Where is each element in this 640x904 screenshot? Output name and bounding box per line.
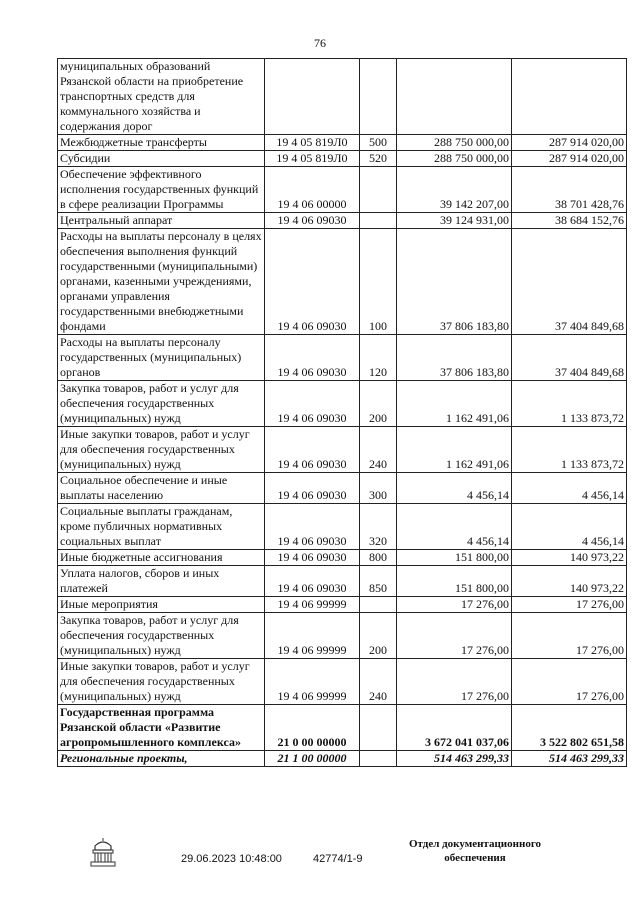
row-expense-type: 120 [360, 335, 397, 381]
row-expense-type [360, 213, 397, 229]
row-code: 19 4 05 819Л0 [265, 135, 360, 151]
row-plan-amount: 151 800,00 [397, 550, 512, 566]
row-plan-amount: 151 800,00 [397, 566, 512, 597]
row-expense-type: 240 [360, 427, 397, 473]
table-row [58, 151, 627, 167]
row-name: Иные мероприятия [58, 597, 265, 613]
row-fact-amount [512, 59, 627, 135]
row-expense-type: 240 [360, 659, 397, 705]
row-code: 19 4 06 99999 [265, 613, 360, 659]
row-expense-type: 300 [360, 473, 397, 504]
table-row [58, 167, 627, 213]
row-code: 19 4 05 819Л0 [265, 151, 360, 167]
row-name: Социальные выплаты гражданам, кроме публичных нормативных социальных выплат [58, 504, 265, 550]
row-fact-amount: 4 456,14 [512, 504, 627, 550]
row-fact-amount: 1 133 873,72 [512, 381, 627, 427]
row-expense-type: 850 [360, 566, 397, 597]
table-row [58, 613, 627, 659]
row-code: 19 4 06 09030 [265, 473, 360, 504]
row-expense-type [360, 167, 397, 213]
row-plan-amount: 288 750 000,00 [397, 135, 512, 151]
row-plan-amount: 37 806 183,80 [397, 335, 512, 381]
row-fact-amount: 37 404 849,68 [512, 229, 627, 335]
row-code: 21 1 00 00000 [265, 751, 360, 767]
row-fact-amount: 17 276,00 [512, 597, 627, 613]
row-expense-type: 520 [360, 151, 397, 167]
row-plan-amount: 39 142 207,00 [397, 167, 512, 213]
row-plan-amount: 288 750 000,00 [397, 151, 512, 167]
row-name: Социальное обеспечение и иные выплаты населению [58, 473, 265, 504]
row-name: Межбюджетные трансферты [58, 135, 265, 151]
table-row [58, 473, 627, 504]
table-row [58, 504, 627, 550]
row-code: 19 4 06 00000 [265, 167, 360, 213]
row-plan-amount: 17 276,00 [397, 659, 512, 705]
row-plan-amount: 17 276,00 [397, 613, 512, 659]
row-code: 19 4 06 09030 [265, 213, 360, 229]
table-row [58, 427, 627, 473]
row-plan-amount: 37 806 183,80 [397, 229, 512, 335]
row-fact-amount: 1 133 873,72 [512, 427, 627, 473]
row-code: 19 4 06 09030 [265, 229, 360, 335]
table-row [58, 229, 627, 335]
footer-department [400, 837, 550, 865]
budget-table [57, 58, 627, 767]
row-code: 19 4 06 09030 [265, 504, 360, 550]
page-number: 76 [314, 36, 326, 50]
row-expense-type: 320 [360, 504, 397, 550]
row-name: Центральный аппарат [58, 213, 265, 229]
row-fact-amount: 17 276,00 [512, 659, 627, 705]
row-name: Иные закупки товаров, работ и услуг для обеспечения государственных (муниципальных) нужд [58, 659, 265, 705]
row-name: Расходы на выплаты персоналу в целях обеспечения выполнения функций государственными (муниципальными) органами, казенными учреждениями, органами управления государственными внебюджетными фондами [58, 229, 265, 335]
row-expense-type: 500 [360, 135, 397, 151]
row-fact-amount: 140 973,22 [512, 566, 627, 597]
row-name: Расходы на выплаты персоналу государственных (муниципальных) органов [58, 335, 265, 381]
row-name: Региональные проекты, [58, 751, 265, 767]
footer-department-line2: обеспечения [444, 852, 506, 864]
row-name: Иные закупки товаров, работ и услуг для обеспечения государственных (муниципальных) нужд [58, 427, 265, 473]
row-name: муниципальных образований Рязанской области на приобретение транспортных средств для коммунального хозяйства и содержания дорог [58, 59, 265, 135]
table-row [58, 705, 627, 751]
row-code: 19 4 06 09030 [265, 335, 360, 381]
row-name: Закупка товаров, работ и услуг для обеспечения государственных (муниципальных) нужд [58, 381, 265, 427]
table-row [58, 213, 627, 229]
row-name: Субсидии [58, 151, 265, 167]
footer-doc-number: 42774/1-9 [313, 853, 363, 865]
row-code: 19 4 06 09030 [265, 566, 360, 597]
row-expense-type: 200 [360, 613, 397, 659]
row-fact-amount: 140 973,22 [512, 550, 627, 566]
row-plan-amount: 39 124 931,00 [397, 213, 512, 229]
table-row [58, 751, 627, 767]
footer-datetime: 29.06.2023 10:48:00 [181, 853, 282, 865]
row-expense-type [360, 597, 397, 613]
table-row [58, 335, 627, 381]
table-row [58, 381, 627, 427]
row-code: 19 4 06 09030 [265, 427, 360, 473]
row-fact-amount: 38 701 428,76 [512, 167, 627, 213]
row-expense-type: 100 [360, 229, 397, 335]
row-plan-amount: 1 162 491,06 [397, 381, 512, 427]
row-plan-amount: 4 456,14 [397, 473, 512, 504]
row-fact-amount: 3 522 802 651,58 [512, 705, 627, 751]
row-fact-amount: 37 404 849,68 [512, 335, 627, 381]
row-plan-amount: 17 276,00 [397, 597, 512, 613]
row-fact-amount: 514 463 299,33 [512, 751, 627, 767]
row-expense-type [360, 705, 397, 751]
row-fact-amount: 17 276,00 [512, 613, 627, 659]
row-expense-type: 200 [360, 381, 397, 427]
row-expense-type [360, 751, 397, 767]
row-plan-amount: 514 463 299,33 [397, 751, 512, 767]
row-plan-amount [397, 59, 512, 135]
table-row [58, 566, 627, 597]
row-code [265, 59, 360, 135]
row-name: Иные бюджетные ассигнования [58, 550, 265, 566]
footer-department-line1: Отдел документационного [408, 838, 542, 850]
table-row [58, 550, 627, 566]
row-fact-amount: 4 456,14 [512, 473, 627, 504]
row-fact-amount: 38 684 152,76 [512, 213, 627, 229]
row-expense-type: 800 [360, 550, 397, 566]
row-fact-amount: 287 914 020,00 [512, 135, 627, 151]
row-code: 21 0 00 00000 [265, 705, 360, 751]
table-row [58, 659, 627, 705]
row-expense-type [360, 59, 397, 135]
row-plan-amount: 4 456,14 [397, 504, 512, 550]
table-row [58, 59, 627, 135]
row-plan-amount: 1 162 491,06 [397, 427, 512, 473]
row-fact-amount: 287 914 020,00 [512, 151, 627, 167]
row-code: 19 4 06 09030 [265, 381, 360, 427]
row-code: 19 4 06 99999 [265, 659, 360, 705]
row-name: Государственная программа Рязанской области «Развитие агропромышленного комплекса» [58, 705, 265, 751]
table-row [58, 597, 627, 613]
table-row [58, 135, 627, 151]
coat-of-arms-icon [86, 836, 120, 870]
row-code: 19 4 06 09030 [265, 550, 360, 566]
row-plan-amount: 3 672 041 037,06 [397, 705, 512, 751]
row-code: 19 4 06 99999 [265, 597, 360, 613]
row-name: Обеспечение эффективного исполнения государственных функций в сфере реализации Программы [58, 167, 265, 213]
row-name: Закупка товаров, работ и услуг для обеспечения государственных (муниципальных) нужд [58, 613, 265, 659]
row-name: Уплата налогов, сборов и иных платежей [58, 566, 265, 597]
